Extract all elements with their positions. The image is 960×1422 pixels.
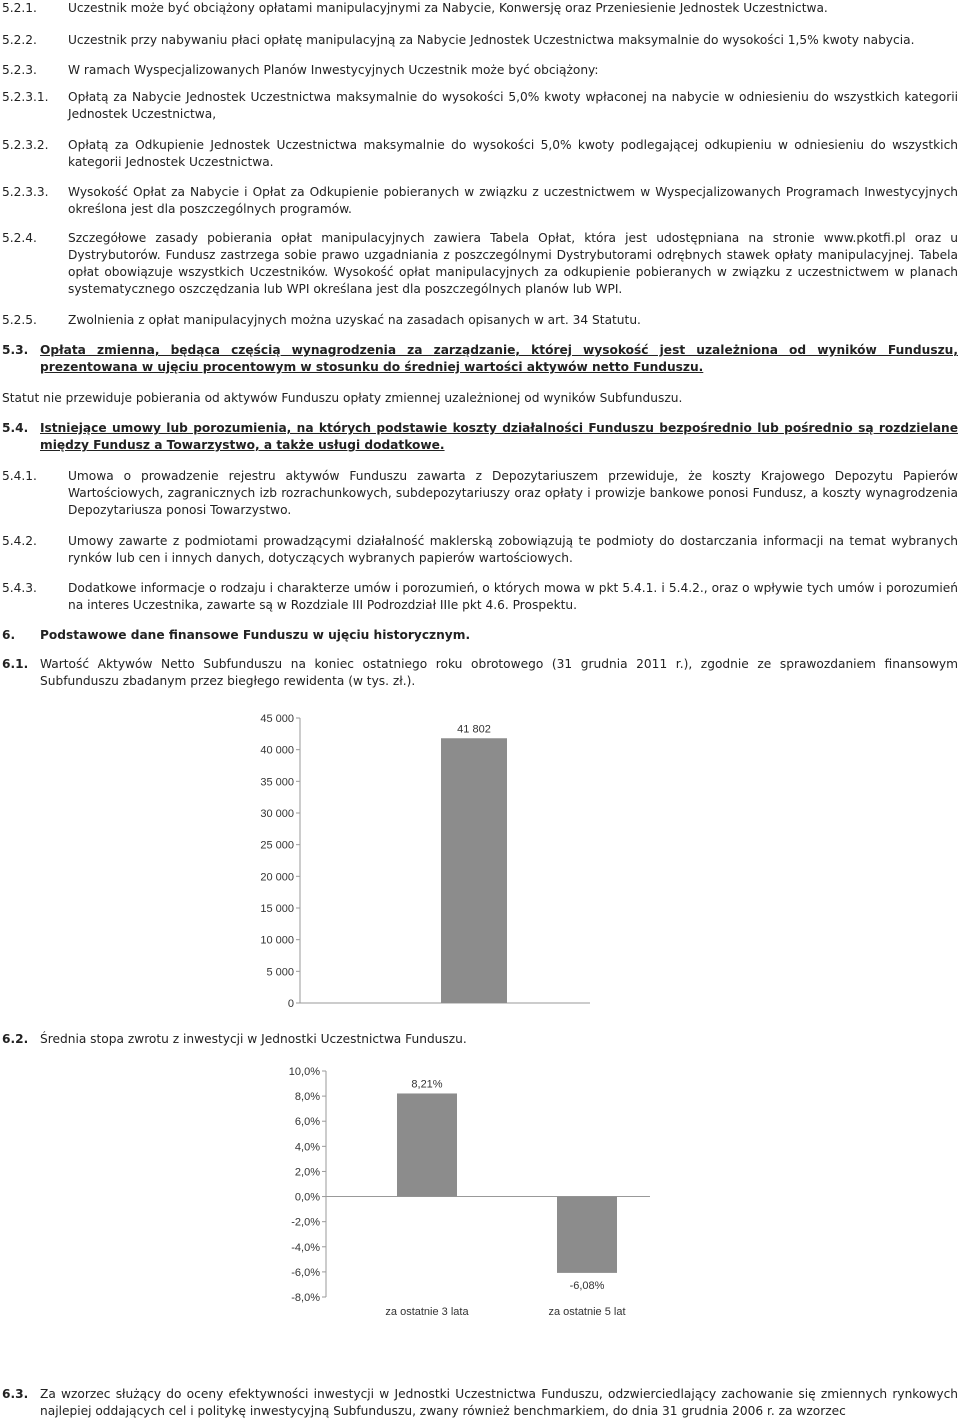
item-5-2-1 [2, 0, 958, 17]
item-number: 5.2.2. [2, 33, 37, 47]
item-5-2-2 [2, 32, 958, 49]
item-text: Średnia stopa zwrotu z inwestycji w Jednostki Uczestnictwa Funduszu. [40, 1032, 467, 1046]
y-tick-label: 35 000 [260, 776, 294, 789]
item-text: Umowy zawarte z podmiotami prowadzącymi działalność maklerską zobowiązują te podmioty do dostarczania informacji na temat wybranych rynków lub cen i innych danych, dotyczących wybranych papierów wartościowych. [68, 534, 958, 565]
y-tick-label: 10 000 [260, 934, 294, 947]
item-6-1 [2, 656, 958, 690]
item-number: 6.2. [2, 1032, 29, 1046]
y-tick-label: 4,0% [294, 1141, 320, 1154]
y-tick-label: 15 000 [260, 903, 294, 915]
y-tick-label: 5 000 [266, 966, 294, 979]
item-number: 5.2.3. [2, 63, 37, 77]
item-5-2-3-1 [2, 89, 958, 123]
item-5-2-5 [2, 312, 958, 329]
item-text: Zwolnienia z opłat manipulacyjnych można uzyskać na zasadach opisanych w art. 34 Statutu. [68, 313, 641, 327]
item-number: 5.2.4. [2, 231, 37, 245]
item-number: 6.3. [2, 1387, 29, 1401]
y-tick-label: 8,0% [294, 1091, 320, 1104]
y-tick-label: 6,0% [294, 1116, 320, 1129]
y-tick-label: -2,0% [291, 1216, 320, 1229]
item-6-2 [2, 1031, 958, 1048]
y-tick-label: 30 000 [260, 808, 294, 820]
item-5-2-3-2 [2, 137, 958, 171]
y-tick-label: 0 [287, 998, 294, 1010]
section-6-heading [2, 627, 958, 644]
item-text: Istniejące umowy lub porozumienia, na których podstawie koszty działalności Funduszu bezpośrednio lub pośrednio są rozdzielane między Fundusz a Towarzystwo, a także usługi dodatkowe. [40, 421, 958, 452]
item-text: Dodatkowe informacje o rodzaju i charakterze umów i porozumień, o których mowa w pkt 5.4.1. i 5.4.2., oraz o wpływie tych umów i porozumień na interes Uczestnika, zawarte są w Rozdziale III Podrozdział IIIe pkt 4.6. Prospektu. [68, 581, 958, 612]
bar [397, 1093, 457, 1196]
bar [557, 1197, 617, 1273]
return-rate-bar-chart [270, 1063, 670, 1328]
item-number: 5.4. [2, 421, 29, 435]
item-text: Za wzorzec służący do oceny efektywności inwestycji w Jednostki Uczestnictwa Funduszu, odzwierciedlający zachowanie się zmiennych rynkowych najlepiej oddających cel i politykę inwestycyjną Subfunduszu, zwany również benchmarkiem, do dnia 31 grudnia 2006 r. za wzorzec [40, 1387, 958, 1418]
item-5-2-4 [2, 230, 958, 298]
item-text: Uczestnik przy nabywaniu płaci opłatę manipulacyjną za Nabycie Jednostek Uczestnictwa maksymalnie do wysokości 1,5% kwoty nabycia. [68, 33, 915, 47]
y-tick-label: -4,0% [291, 1241, 320, 1254]
y-tick-label: 0,0% [294, 1191, 320, 1204]
data-label: 41 802 [457, 723, 491, 736]
item-number: 5.2.3.3. [2, 185, 49, 199]
item-number: 6. [2, 628, 16, 642]
statute-note [2, 390, 958, 407]
item-number: 5.2.1. [2, 1, 37, 15]
item-text: Statut nie przewiduje pobierania od aktywów Funduszu opłaty zmiennej uzależnionej od wyników Subfunduszu. [2, 391, 683, 405]
item-text: Opłata zmienna, będąca częścią wynagrodzenia za zarządzanie, której wysokość jest uzależniona od wyników Funduszu, prezentowana w ujęciu procentowym w stosunku do średniej wartości aktywów netto Funduszu. [40, 343, 958, 374]
y-tick-label: 25 000 [260, 839, 294, 852]
item-number: 5.2.5. [2, 313, 37, 327]
y-tick-label: 10,0% [288, 1066, 320, 1078]
y-tick-label: 20 000 [260, 871, 294, 884]
item-number: 5.4.1. [2, 469, 37, 483]
item-number: 5.4.2. [2, 534, 37, 548]
section-5-3-heading [2, 342, 958, 376]
y-tick-label: -8,0% [291, 1292, 320, 1304]
item-number: 5.2.3.1. [2, 90, 49, 104]
item-5-4-1 [2, 468, 958, 519]
item-text: Opłatą za Nabycie Jednostek Uczestnictwa maksymalnie do wysokości 5,0% kwoty wpłaconej na nabycie w odniesieniu do wszystkich kategorii Jednostek Uczestnictwa, [68, 90, 958, 121]
item-number: 5.2.3.2. [2, 138, 49, 152]
item-text: Umowa o prowadzenie rejestru aktywów Funduszu zawarta z Depozytariuszem przewiduje, że koszty Krajowego Depozytu Papierów Wartościowych, zagranicznych izb rozrachunkowych, subdepozytariuszy oraz opłaty i prowizje bankowe ponosi Fundusz, a koszty wynagrodzenia Depozytariusza ponosi Towarzystwo. [68, 469, 958, 517]
item-number: 5.4.3. [2, 581, 37, 595]
item-5-4-2 [2, 533, 958, 567]
item-5-2-3 [2, 62, 958, 79]
item-text: Podstawowe dane finansowe Funduszu w ujęciu historycznym. [40, 628, 471, 642]
data-label: -6,08% [569, 1279, 605, 1292]
item-5-4-3 [2, 580, 958, 614]
nav-bar-chart [250, 710, 610, 1015]
category-label: za ostatnie 5 lat [548, 1306, 626, 1318]
data-label: 8,21% [411, 1078, 443, 1091]
item-text: W ramach Wyspecjalizowanych Planów Inwestycyjnych Uczestnik może być obciążony: [68, 63, 599, 77]
item-text: Opłatą za Odkupienie Jednostek Uczestnictwa maksymalnie do wysokości 5,0% kwoty podlegającej odkupieniu w odniesieniu do wszystkich kategorii Jednostek Uczestnictwa. [68, 138, 958, 169]
item-number: 5.3. [2, 343, 29, 357]
section-5-4-heading [2, 420, 958, 454]
bar [441, 738, 507, 1003]
item-number: 6.1. [2, 657, 29, 671]
item-text: Wartość Aktywów Netto Subfunduszu na koniec ostatniego roku obrotowego (31 grudnia 2011 r.), zgodnie ze sprawozdaniem finansowym Subfunduszu zbadanym przez biegłego rewidenta (w tys. zł.). [40, 657, 958, 688]
item-text: Uczestnik może być obciążony opłatami manipulacyjnymi za Nabycie, Konwersję oraz Przeniesienie Jednostek Uczestnictwa. [68, 1, 828, 15]
y-tick-label: 40 000 [260, 744, 294, 757]
item-text: Wysokość Opłat za Nabycie i Opłat za Odkupienie pobieranych w związku z uczestnictwem w Wyspecjalizowanych Programach Inwestycyjnych określona jest dla poszczególnych programów. [68, 185, 958, 216]
item-text: Szczegółowe zasady pobierania opłat manipulacyjnych zawiera Tabela Opłat, która jest udostępniana na stronie www.pkotfi.pl oraz u Dystrybutorów. Fundusz zastrzega sobie prawo uzgadniania z poszczególnymi Dystrybutorami odrębnych stawek opłaty manipulacyjnej. Tabela opłat obowiązuje wszystkich Uczestników. Wysokość opłat manipulacyjnych za odkupienie pobieranych w związku z uczestnictwem w planach systematycznego oszczędzania lub WPI określana jest dla poszczególnych planów lub WPI. [68, 231, 958, 296]
y-tick-label: 45 000 [260, 713, 294, 725]
y-tick-label: -6,0% [291, 1266, 320, 1279]
item-6-3 [2, 1386, 958, 1420]
y-tick-label: 2,0% [294, 1166, 320, 1179]
category-label: za ostatnie 3 lata [385, 1306, 469, 1318]
item-5-2-3-3 [2, 184, 958, 218]
